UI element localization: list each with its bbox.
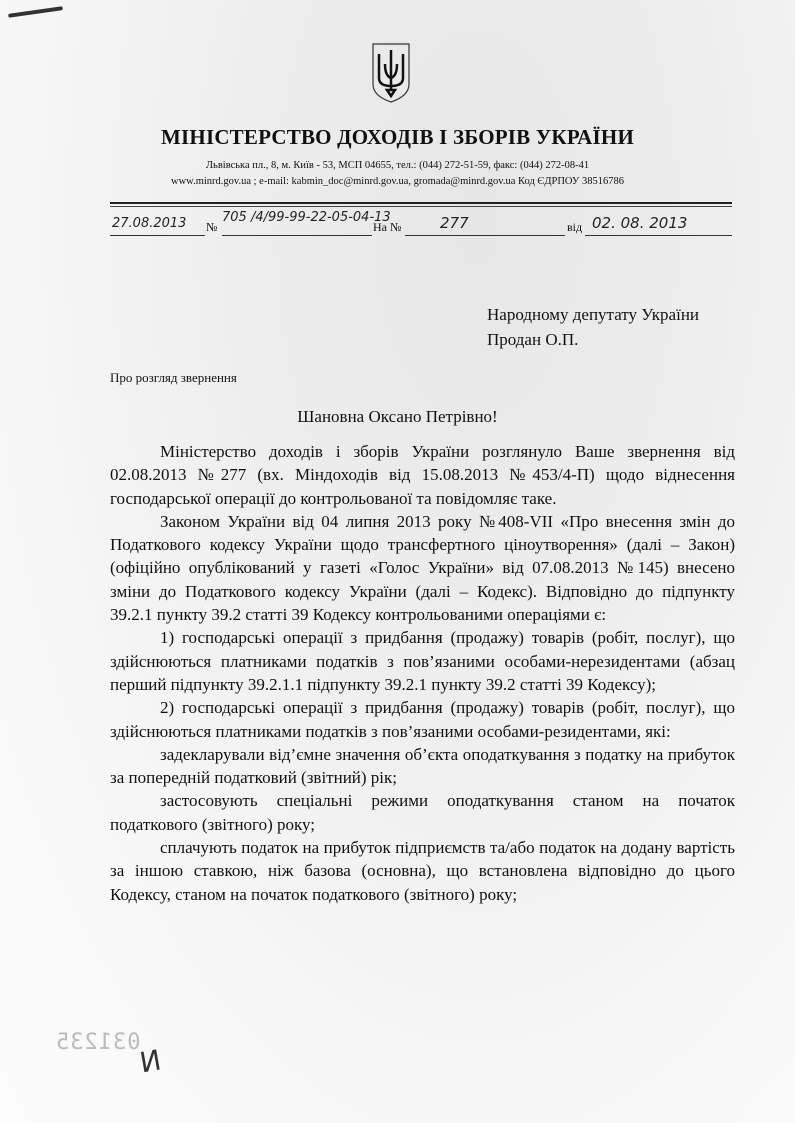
handwritten-mark: И — [137, 1043, 164, 1080]
outgoing-number: 705 /4/99-99-22-05-04-13 — [222, 210, 391, 225]
greeting: Шановна Оксано Петрівно! — [297, 407, 498, 426]
recipient-block — [487, 302, 699, 352]
list-item: 2) господарські операції з придбання (продажу) товарів (робіт, послуг), що здійснюються платниками податків з пов’язаними особами-резидентами, які: — [110, 698, 735, 741]
recipient-name: Продан О.П. — [487, 330, 579, 349]
subject-line: Про розгляд звернення — [110, 370, 237, 385]
paragraph: Міністерство доходів і зборів України розглянуло Ваше звернення від 02.08.2013 №277 (вх. Міндоходів від 15.08.2013 №453/4-П) щодо віднесення господарської операції до контрольованої та повідомляє таке. — [110, 442, 735, 508]
reply-date: 02. 08. 2013 — [592, 214, 688, 232]
list-item: 1) господарські операції з придбання (продажу) товарів (робіт, послуг), що здійснюються платниками податків з пов’язаними особами-нерезидентами (абзац перший підпункту 39.2.1.1 підпункту 39.2.1 пункту 39.2 статті 39 Кодексу); — [110, 628, 735, 694]
ministry-address: Львівська пл., 8, м. Київ - 53, МСП 04655, тел.: (044) 272-51-59, факс: (044) 272-08-41 — [205, 160, 590, 171]
number-label: № — [206, 220, 218, 234]
show-through-stamp-number: 031235 — [55, 1030, 141, 1055]
header-divider-thin — [110, 206, 732, 207]
ministry-contacts: www.minrd.gov.ua ; e-mail: kabmin_doc@minrd.gov.ua, gromada@minrd.gov.ua Код ЄДРПОУ 38516786 — [171, 176, 624, 187]
registration-line — [110, 210, 732, 236]
recipient-title: Народному депутату України — [487, 305, 700, 324]
sub-list-item: застосовують спеціальні режими оподаткування станом на початок податкового (звітного) року; — [110, 791, 735, 834]
sub-list-item: сплачують податок на прибуток підприємств та/або податок на додану вартість за іншою ставкою, ніж базова (основна), що встановлена відповідно до цього Кодексу, станом на початок податкового (звітного) року; — [110, 838, 735, 904]
reply-label: На № — [373, 220, 402, 234]
from-label: від — [567, 220, 583, 234]
header-divider — [110, 202, 732, 204]
letter-body — [110, 440, 735, 906]
outgoing-date: 27.08.2013 — [112, 216, 187, 231]
trident-icon — [371, 42, 411, 104]
pen-mark — [8, 6, 63, 18]
sub-list-item: задекларували від’ємне значення об’єкта оподаткування з податку на прибуток за попередній податковий (звітний) рік; — [110, 744, 735, 788]
paragraph: Законом України від 04 липня 2013 року №408-VII «Про внесення змін до Податкового кодексу України щодо трансфертного ціноутворення» (далі – Закон) (офіційно опублікований у газеті «Голос України» від 07.08.2013 №145) внесено зміни до Податкового кодексу України (далі – Кодекс). Відповідно до підпункту 39.2.1 пункту 39.2 статті 39 Кодексу контрольованими операціями є: — [110, 511, 735, 625]
reply-number: 277 — [440, 214, 469, 232]
ministry-title: МІНІСТЕРСТВО ДОХОДІВ І ЗБОРІВ УКРАЇНИ — [161, 125, 634, 149]
